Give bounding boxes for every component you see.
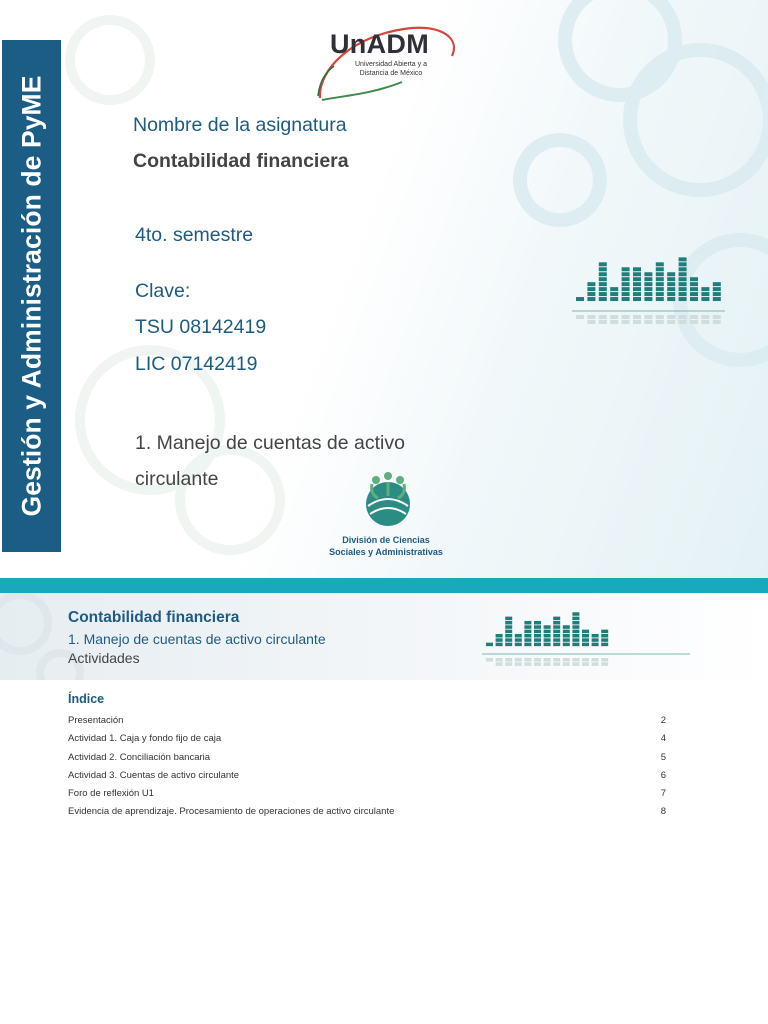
- equalizer-block: [701, 297, 709, 301]
- subject-name: Contabilidad financiera: [133, 150, 349, 172]
- equalizer-reflection: [582, 662, 589, 666]
- equalizer-block: [505, 617, 512, 621]
- equalizer-block: [582, 638, 589, 642]
- equalizer-block: [553, 621, 560, 625]
- equalizer-reflection: [633, 320, 641, 324]
- equalizer-reflection: [679, 320, 687, 324]
- equalizer-block: [667, 287, 675, 291]
- equalizer-block: [601, 643, 608, 647]
- equalizer-block: [534, 638, 541, 642]
- equalizer-reflection: [592, 658, 599, 662]
- equalizer-block: [667, 272, 675, 276]
- equalizer-block: [544, 625, 551, 629]
- equalizer-reflection: [701, 315, 709, 319]
- index-item-label: Foro de reflexión U1: [68, 788, 155, 800]
- equalizer-block: [599, 287, 607, 291]
- equalizer-block: [553, 630, 560, 634]
- index-item-page: 7: [660, 788, 666, 800]
- equalizer-reflection: [622, 320, 630, 324]
- equalizer-reflection: [667, 320, 675, 324]
- equalizer-reflection: [599, 320, 607, 324]
- index-row[interactable]: [68, 767, 688, 785]
- equalizer-reflection: [534, 662, 541, 666]
- equalizer-block: [656, 277, 664, 281]
- equalizer-block: [656, 292, 664, 296]
- index-section: [68, 692, 688, 822]
- equalizer-block: [515, 643, 522, 647]
- equalizer-reflection: [515, 662, 522, 666]
- equalizer-block: [572, 634, 579, 638]
- index-item-label: Actividad 1. Caja y fondo fijo de caja: [68, 733, 222, 745]
- equalizer-block: [505, 625, 512, 629]
- equalizer-reflection: [601, 662, 608, 666]
- division-line2: Sociales y Administrativas: [329, 547, 443, 557]
- unit-title: 1. Manejo de cuentas de activo circulante: [135, 432, 405, 490]
- equalizer-block: [622, 292, 630, 296]
- equalizer-block: [544, 638, 551, 642]
- equalizer-block: [622, 297, 630, 301]
- equalizer-reflection: [587, 320, 595, 324]
- index-item-page: 8: [660, 806, 666, 818]
- equalizer-block: [713, 287, 721, 291]
- equalizer-block: [679, 272, 687, 276]
- equalizer-block: [599, 267, 607, 271]
- equalizer-reflection: [610, 315, 618, 319]
- equalizer-block: [667, 292, 675, 296]
- equalizer-block: [690, 282, 698, 286]
- equalizer-block: [592, 643, 599, 647]
- equalizer-block: [679, 277, 687, 281]
- equalizer-block: [701, 287, 709, 291]
- equalizer-block: [633, 287, 641, 291]
- equalizer-block: [599, 277, 607, 281]
- equalizer-block: [505, 643, 512, 647]
- equalizer-block: [572, 621, 579, 625]
- equalizer-reflection: [644, 320, 652, 324]
- equalizer-block: [572, 617, 579, 621]
- equalizer-reflection: [656, 315, 664, 319]
- division-line1: División de Ciencias: [342, 535, 430, 545]
- equalizer-block: [644, 277, 652, 281]
- equalizer-block: [572, 630, 579, 634]
- equalizer-block: [524, 630, 531, 634]
- equalizer-block: [656, 267, 664, 271]
- equalizer-block: [505, 638, 512, 642]
- equalizer-reflection: [534, 658, 541, 662]
- index-item-page: 5: [660, 751, 666, 763]
- equalizer-block: [486, 643, 493, 647]
- equalizer-block: [534, 625, 541, 629]
- clave-lic: LIC 07142419: [135, 353, 258, 375]
- equalizer-reflection: [576, 315, 584, 319]
- equalizer-block: [690, 292, 698, 296]
- equalizer-block: [701, 292, 709, 296]
- logo-subtitle-line2: Distancia de México: [359, 70, 423, 77]
- equalizer-block: [553, 638, 560, 642]
- equalizer-reflection: [486, 658, 493, 662]
- equalizer-reflection: [587, 315, 595, 319]
- equalizer-block: [505, 630, 512, 634]
- index-row[interactable]: [68, 749, 688, 767]
- equalizer-block: [667, 277, 675, 281]
- equalizer-block: [572, 638, 579, 642]
- equalizer-block: [667, 282, 675, 286]
- equalizer-block: [515, 634, 522, 638]
- equalizer-block: [563, 634, 570, 638]
- equalizer-block: [622, 282, 630, 286]
- equalizer-block: [601, 634, 608, 638]
- equalizer-block: [679, 267, 687, 271]
- equalizer-block: [656, 287, 664, 291]
- equalizer-block: [599, 297, 607, 301]
- equalizer-block: [622, 267, 630, 271]
- division-emblem-icon: [358, 470, 418, 532]
- equalizer-bars-icon: [572, 250, 725, 330]
- equalizer-block: [679, 287, 687, 291]
- header-section: Actividades: [68, 650, 140, 666]
- semester: 4to. semestre: [135, 224, 254, 246]
- equalizer-reflection: [553, 658, 560, 662]
- equalizer-block: [563, 638, 570, 642]
- equalizer-block: [713, 297, 721, 301]
- equalizer-block: [633, 297, 641, 301]
- equalizer-block: [572, 625, 579, 629]
- equalizer-block: [656, 297, 664, 301]
- equalizer-reflection: [599, 315, 607, 319]
- index-item-page: 4: [660, 733, 666, 745]
- equalizer-reflection: [496, 658, 503, 662]
- equalizer-block: [656, 262, 664, 266]
- equalizer-reflection: [690, 320, 698, 324]
- index-row[interactable]: [68, 712, 688, 730]
- equalizer-block: [524, 643, 531, 647]
- index-item-label: Presentación: [68, 715, 124, 726]
- equalizer-block: [667, 297, 675, 301]
- subject-label: Nombre de la asignatura: [133, 114, 347, 136]
- equalizer-block: [690, 287, 698, 291]
- equalizer-reflection: [633, 315, 641, 319]
- equalizer-block: [679, 292, 687, 296]
- logo-subtitle-line1: Universidad Abierta y a: [355, 61, 427, 68]
- index-item-label: Evidencia de aprendizaje. Procesamiento de operaciones de activo circulante: [68, 806, 395, 818]
- index-heading: Índice: [68, 692, 105, 706]
- equalizer-block: [553, 625, 560, 629]
- equalizer-block: [582, 634, 589, 638]
- index-item-page: 2: [660, 715, 666, 726]
- equalizer-block: [690, 277, 698, 281]
- equalizer-block: [587, 292, 595, 296]
- equalizer-block: [582, 643, 589, 647]
- equalizer-reflection: [610, 320, 618, 324]
- equalizer-block: [633, 272, 641, 276]
- equalizer-reflection: [544, 662, 551, 666]
- equalizer-reflection: [553, 662, 560, 666]
- equalizer-block: [599, 292, 607, 296]
- equalizer-block: [633, 292, 641, 296]
- equalizer-reflection: [592, 662, 599, 666]
- index-list: [68, 712, 688, 822]
- equalizer-reflection: [644, 315, 652, 319]
- spine-program-title: Gestión y Administración de PyME: [16, 75, 46, 517]
- equalizer-reflection: [667, 315, 675, 319]
- equalizer-reflection: [496, 662, 503, 666]
- equalizer-block: [505, 634, 512, 638]
- equalizer-reflection: [656, 320, 664, 324]
- equalizer-block: [553, 617, 560, 621]
- equalizer-block: [644, 287, 652, 291]
- equalizer-block: [524, 621, 531, 625]
- equalizer-block: [534, 630, 541, 634]
- equalizer-block: [572, 643, 579, 647]
- equalizer-block: [534, 643, 541, 647]
- equalizer-block: [679, 297, 687, 301]
- equalizer-block: [601, 630, 608, 634]
- equalizer-block: [679, 257, 687, 261]
- equalizer-block: [622, 277, 630, 281]
- equalizer-block: [524, 625, 531, 629]
- logo-subtitle: [346, 60, 436, 78]
- equalizer-block: [544, 643, 551, 647]
- equalizer-block: [524, 638, 531, 642]
- equalizer-block: [633, 277, 641, 281]
- equalizer-block: [599, 272, 607, 276]
- equalizer-block: [601, 638, 608, 642]
- equalizer-reflection: [505, 658, 512, 662]
- division-logo: [318, 470, 458, 562]
- equalizer-block: [599, 282, 607, 286]
- equalizer-block: [656, 282, 664, 286]
- equalizer-reflection: [622, 315, 630, 319]
- equalizer-reflection: [563, 662, 570, 666]
- page-divider-band: [0, 578, 768, 593]
- equalizer-block: [644, 297, 652, 301]
- equalizer-block: [544, 630, 551, 634]
- equalizer-block: [563, 630, 570, 634]
- index-row[interactable]: [68, 785, 688, 803]
- header-subtitle: 1. Manejo de cuentas de activo circulante: [68, 631, 326, 647]
- equalizer-block: [534, 621, 541, 625]
- equalizer-block: [633, 267, 641, 271]
- equalizer-reflection: [601, 658, 608, 662]
- index-row[interactable]: [68, 803, 688, 821]
- equalizer-block: [496, 638, 503, 642]
- division-text: [318, 534, 454, 558]
- equalizer-reflection: [515, 658, 522, 662]
- equalizer-block: [592, 638, 599, 642]
- equalizer-block: [505, 621, 512, 625]
- equalizer-reflection: [505, 662, 512, 666]
- equalizer-block: [587, 282, 595, 286]
- equalizer-block: [599, 262, 607, 266]
- equalizer-reflection: [563, 658, 570, 662]
- index-item-page: 6: [660, 769, 666, 781]
- equalizer-bars-icon: [482, 609, 690, 669]
- equalizer-block: [644, 272, 652, 276]
- equalizer-block: [563, 643, 570, 647]
- equalizer-block: [534, 634, 541, 638]
- equalizer-reflection: [701, 320, 709, 324]
- equalizer-block: [572, 612, 579, 616]
- unadm-logo: [312, 20, 462, 104]
- equalizer-block: [544, 634, 551, 638]
- index-item-label: Actividad 3. Cuentas de activo circulante: [68, 769, 240, 781]
- index-row[interactable]: [68, 730, 688, 748]
- clave-label: Clave:: [135, 280, 191, 302]
- equalizer-block: [622, 287, 630, 291]
- equalizer-block: [656, 272, 664, 276]
- equalizer-block: [679, 262, 687, 266]
- equalizer-reflection: [679, 315, 687, 319]
- equalizer-block: [576, 297, 584, 301]
- equalizer-block: [610, 297, 618, 301]
- equalizer-block: [515, 638, 522, 642]
- equalizer-block: [622, 272, 630, 276]
- equalizer-block: [496, 643, 503, 647]
- equalizer-block: [587, 297, 595, 301]
- header-title: Contabilidad financiera: [68, 609, 240, 626]
- equalizer-block: [563, 625, 570, 629]
- equalizer-block: [713, 292, 721, 296]
- spine-band: [2, 40, 61, 552]
- equalizer-reflection: [572, 658, 579, 662]
- equalizer-reflection: [713, 320, 721, 324]
- equalizer-block: [610, 287, 618, 291]
- equalizer-block: [610, 292, 618, 296]
- equalizer-reflection: [690, 315, 698, 319]
- equalizer-block: [644, 292, 652, 296]
- equalizer-block: [592, 634, 599, 638]
- equalizer-reflection: [544, 658, 551, 662]
- equalizer-block: [633, 282, 641, 286]
- equalizer-block: [713, 282, 721, 286]
- equalizer-block: [644, 282, 652, 286]
- equalizer-block: [679, 282, 687, 286]
- equalizer-reflection: [572, 662, 579, 666]
- equalizer-block: [690, 297, 698, 301]
- clave-tsu: TSU 08142419: [135, 316, 267, 338]
- equalizer-reflection: [582, 658, 589, 662]
- logo-wordmark: UnADM: [330, 29, 429, 59]
- equalizer-reflection: [713, 315, 721, 319]
- equalizer-block: [524, 634, 531, 638]
- equalizer-block: [553, 634, 560, 638]
- index-item-label: Actividad 2. Conciliación bancaria: [68, 751, 211, 763]
- equalizer-block: [587, 287, 595, 291]
- equalizer-reflection: [524, 662, 531, 666]
- equalizer-reflection: [524, 658, 531, 662]
- equalizer-block: [553, 643, 560, 647]
- equalizer-block: [582, 630, 589, 634]
- equalizer-block: [496, 634, 503, 638]
- activities-header: [0, 593, 768, 680]
